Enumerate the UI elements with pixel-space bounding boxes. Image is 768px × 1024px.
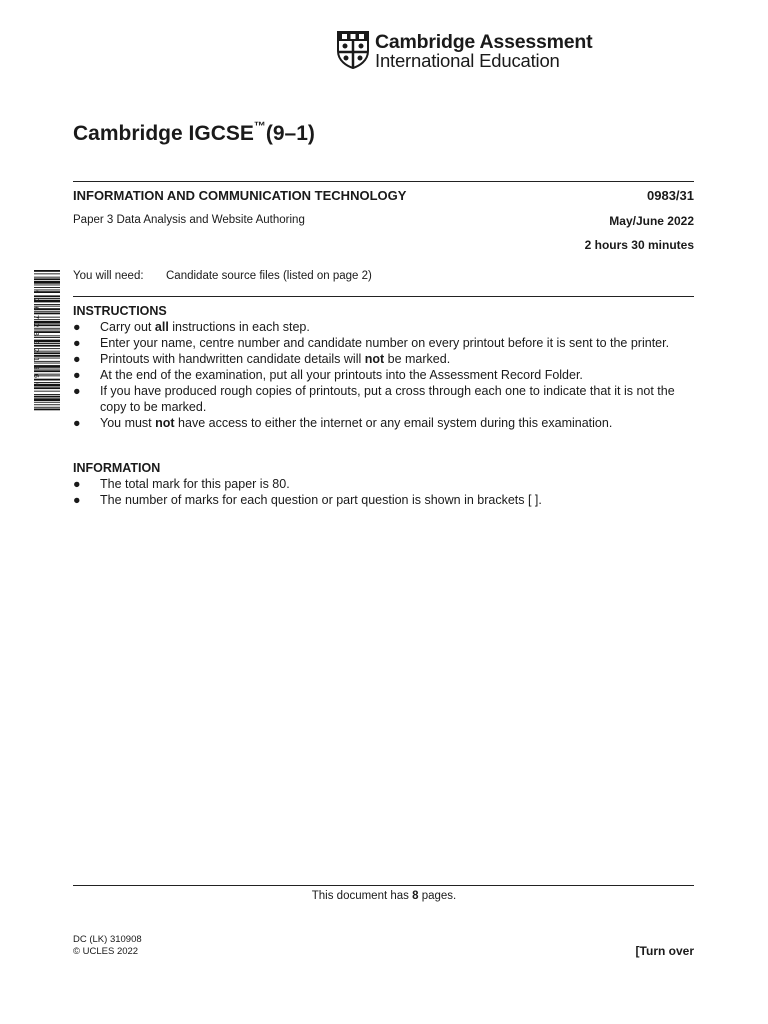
dc-reference: DC (LK) 310908 (73, 934, 142, 945)
instruction-item: ● Carry out all instructions in each step. (73, 320, 310, 334)
exam-session: May/June 2022 (609, 214, 694, 228)
you-will-need-value: Candidate source files (listed on page 2) (166, 270, 372, 282)
bullet: ● (73, 493, 81, 507)
instruction-item: ● If you have produced rough copies of printouts, put a cross through each one to indicate that it is not the copy to be marked. (73, 384, 675, 414)
instructions-heading: INSTRUCTIONS (73, 304, 167, 318)
barcode-number: * 2 6 7 2 8 0 2 1 9 6 * (32, 289, 40, 387)
page-count-pre: This document has (311, 890, 413, 902)
bullet: ● (73, 384, 81, 398)
document-reference (73, 934, 142, 958)
trademark: ™ (253, 119, 266, 133)
paper-name: Paper 3 Data Analysis and Website Authoring (73, 214, 305, 226)
information-item: ● The number of marks for each question or part question is shown in brackets [ ]. (73, 493, 542, 507)
title-suffix: (9–1) (265, 122, 315, 145)
divider-footer (73, 885, 694, 886)
instruction-item: ● Printouts with handwritten candidate details will not be marked. (73, 352, 451, 366)
exam-duration: 2 hours 30 minutes (584, 238, 694, 252)
information-list (73, 476, 698, 508)
barcode (28, 268, 64, 412)
title-main: Cambridge IGCSE (73, 122, 254, 145)
page-count-number: 8 (412, 890, 419, 902)
instructions-list (73, 319, 698, 431)
crest-icon (337, 31, 369, 69)
instruction-item: ● At the end of the examination, put all your printouts into the Assessment Record Folder. (73, 368, 583, 382)
page-count (0, 890, 768, 902)
copyright: © UCLES 2022 (73, 946, 139, 957)
cambridge-logo (337, 31, 593, 71)
bullet: ● (73, 477, 81, 491)
page-title (73, 119, 315, 146)
logo-line2: International Education (375, 50, 560, 71)
divider-top (73, 181, 694, 182)
you-will-need-label: You will need: (73, 270, 144, 282)
logo-line1: Cambridge Assessment (375, 31, 593, 53)
instruction-item: ● You must not have access to either the internet or any email system during this examination. (73, 416, 613, 430)
page-count-post: pages. (418, 890, 457, 902)
turn-over: [Turn over (635, 944, 694, 958)
paper-code: 0983/31 (647, 188, 694, 203)
bullet: ● (73, 368, 81, 382)
bullet: ● (73, 416, 81, 430)
instruction-item: ● Enter your name, centre number and candidate number on every printout before it is sent to the printer. (73, 336, 670, 350)
bullet: ● (73, 320, 81, 334)
divider-mid (73, 296, 694, 297)
bullet: ● (73, 352, 81, 366)
bullet: ● (73, 336, 81, 350)
subject-title: INFORMATION AND COMMUNICATION TECHNOLOGY (73, 188, 407, 203)
information-item: ● The total mark for this paper is 80. (73, 477, 290, 491)
information-heading: INFORMATION (73, 461, 161, 475)
